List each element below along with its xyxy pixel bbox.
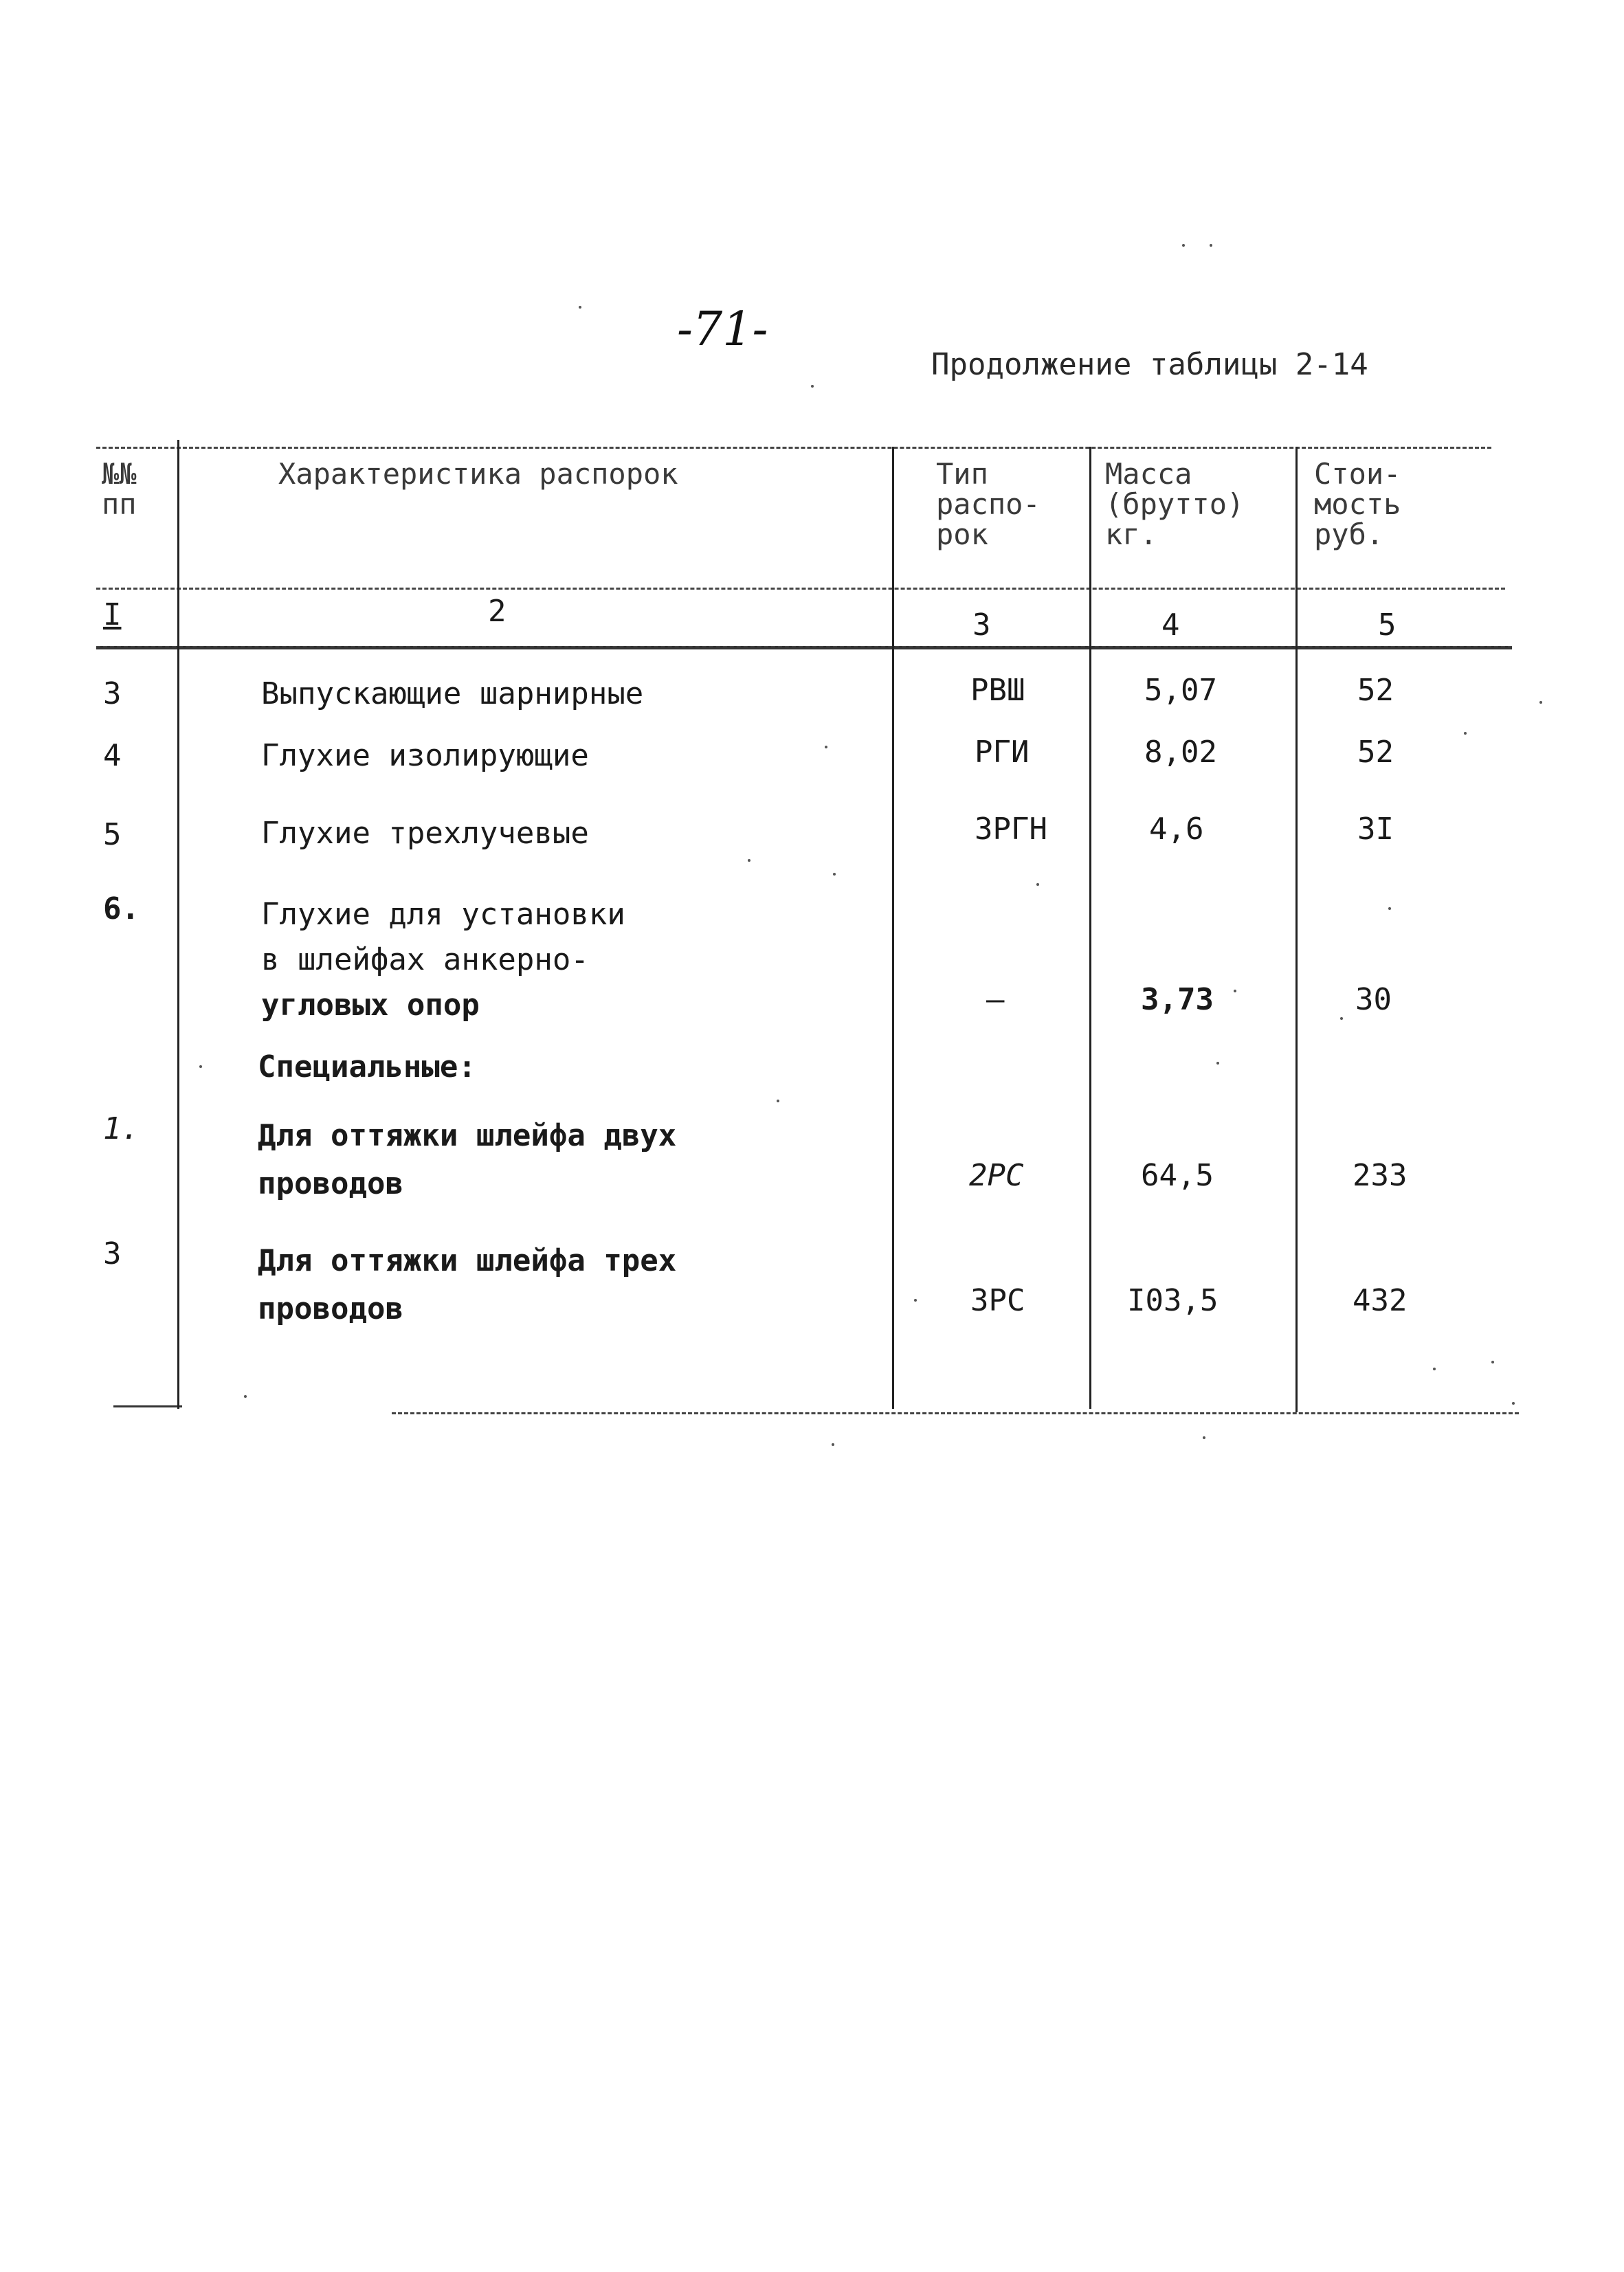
row-number: 6. — [103, 891, 140, 926]
header-type: Тип распо- рок — [936, 457, 1041, 551]
row-name: Для оттяжки шлейфа трех проводов — [258, 1243, 677, 1326]
row-cost: 30 — [1355, 982, 1392, 1017]
column-number-2: 2 — [488, 594, 507, 629]
column-number-4: 4 — [1161, 608, 1180, 643]
row-mass: 4,6 — [1149, 812, 1204, 847]
column-number-5: 5 — [1378, 608, 1397, 643]
page-number: -71- — [677, 302, 768, 357]
row-name: Глухие для установки в шлейфах анкерно- угловых опор — [261, 897, 625, 1023]
table-top-border — [96, 447, 1491, 449]
column-number-row-border — [96, 646, 1512, 649]
table-continuation-caption: Продолжение таблицы 2-14 — [931, 347, 1368, 382]
row-mass: 5,07 — [1144, 673, 1217, 708]
header-mass: Масса (брутто) кг. — [1105, 457, 1245, 551]
row-type: 3РС — [970, 1283, 1025, 1318]
row-name: Глухие трехлучевые — [261, 816, 589, 851]
row-type: РГИ — [975, 735, 1030, 770]
row-number: 4 — [103, 738, 122, 773]
row-type: 3РГН — [975, 812, 1047, 847]
row-name: Выпускающие шарнирные — [261, 676, 644, 711]
row-type: 2РС — [969, 1158, 1024, 1193]
row-cost: 233 — [1353, 1158, 1408, 1193]
row-number: 3 — [103, 1236, 122, 1271]
header-characteristic: Характеристика распорок — [278, 457, 678, 491]
column-number-3: 3 — [972, 608, 991, 643]
table-bottom-border — [392, 1412, 1519, 1414]
header-number: №№ пп — [102, 457, 137, 521]
column-divider-2 — [892, 447, 894, 1409]
row-number: 1. — [103, 1111, 140, 1146]
row-name: Глухие изолирующие — [261, 738, 589, 773]
row-cost: 52 — [1357, 673, 1394, 708]
row-number: 5 — [103, 817, 122, 852]
column-divider-3 — [1089, 447, 1091, 1409]
row-cost: 52 — [1357, 735, 1394, 770]
column-divider-4 — [1295, 447, 1298, 1412]
row-mass: 64,5 — [1141, 1158, 1214, 1193]
column-divider-1 — [177, 440, 179, 1409]
row-type: – — [986, 982, 1005, 1017]
row-mass: I03,5 — [1127, 1283, 1219, 1318]
header-bottom-border — [96, 588, 1505, 590]
header-cost: Стои- мость руб. — [1314, 457, 1401, 551]
section-heading-special: Специальные: — [258, 1049, 476, 1084]
row-mass: 3,73 — [1141, 982, 1214, 1017]
row-cost: 432 — [1353, 1283, 1408, 1318]
row-number: 3 — [103, 676, 122, 711]
row-mass: 8,02 — [1144, 735, 1217, 770]
row-cost: 3I — [1357, 812, 1394, 847]
table-bottom-left-stroke — [113, 1405, 182, 1407]
row-type: РВШ — [970, 673, 1025, 708]
column-number-1: I — [103, 597, 122, 632]
row-name: Для оттяжки шлейфа двух проводов — [258, 1118, 677, 1201]
